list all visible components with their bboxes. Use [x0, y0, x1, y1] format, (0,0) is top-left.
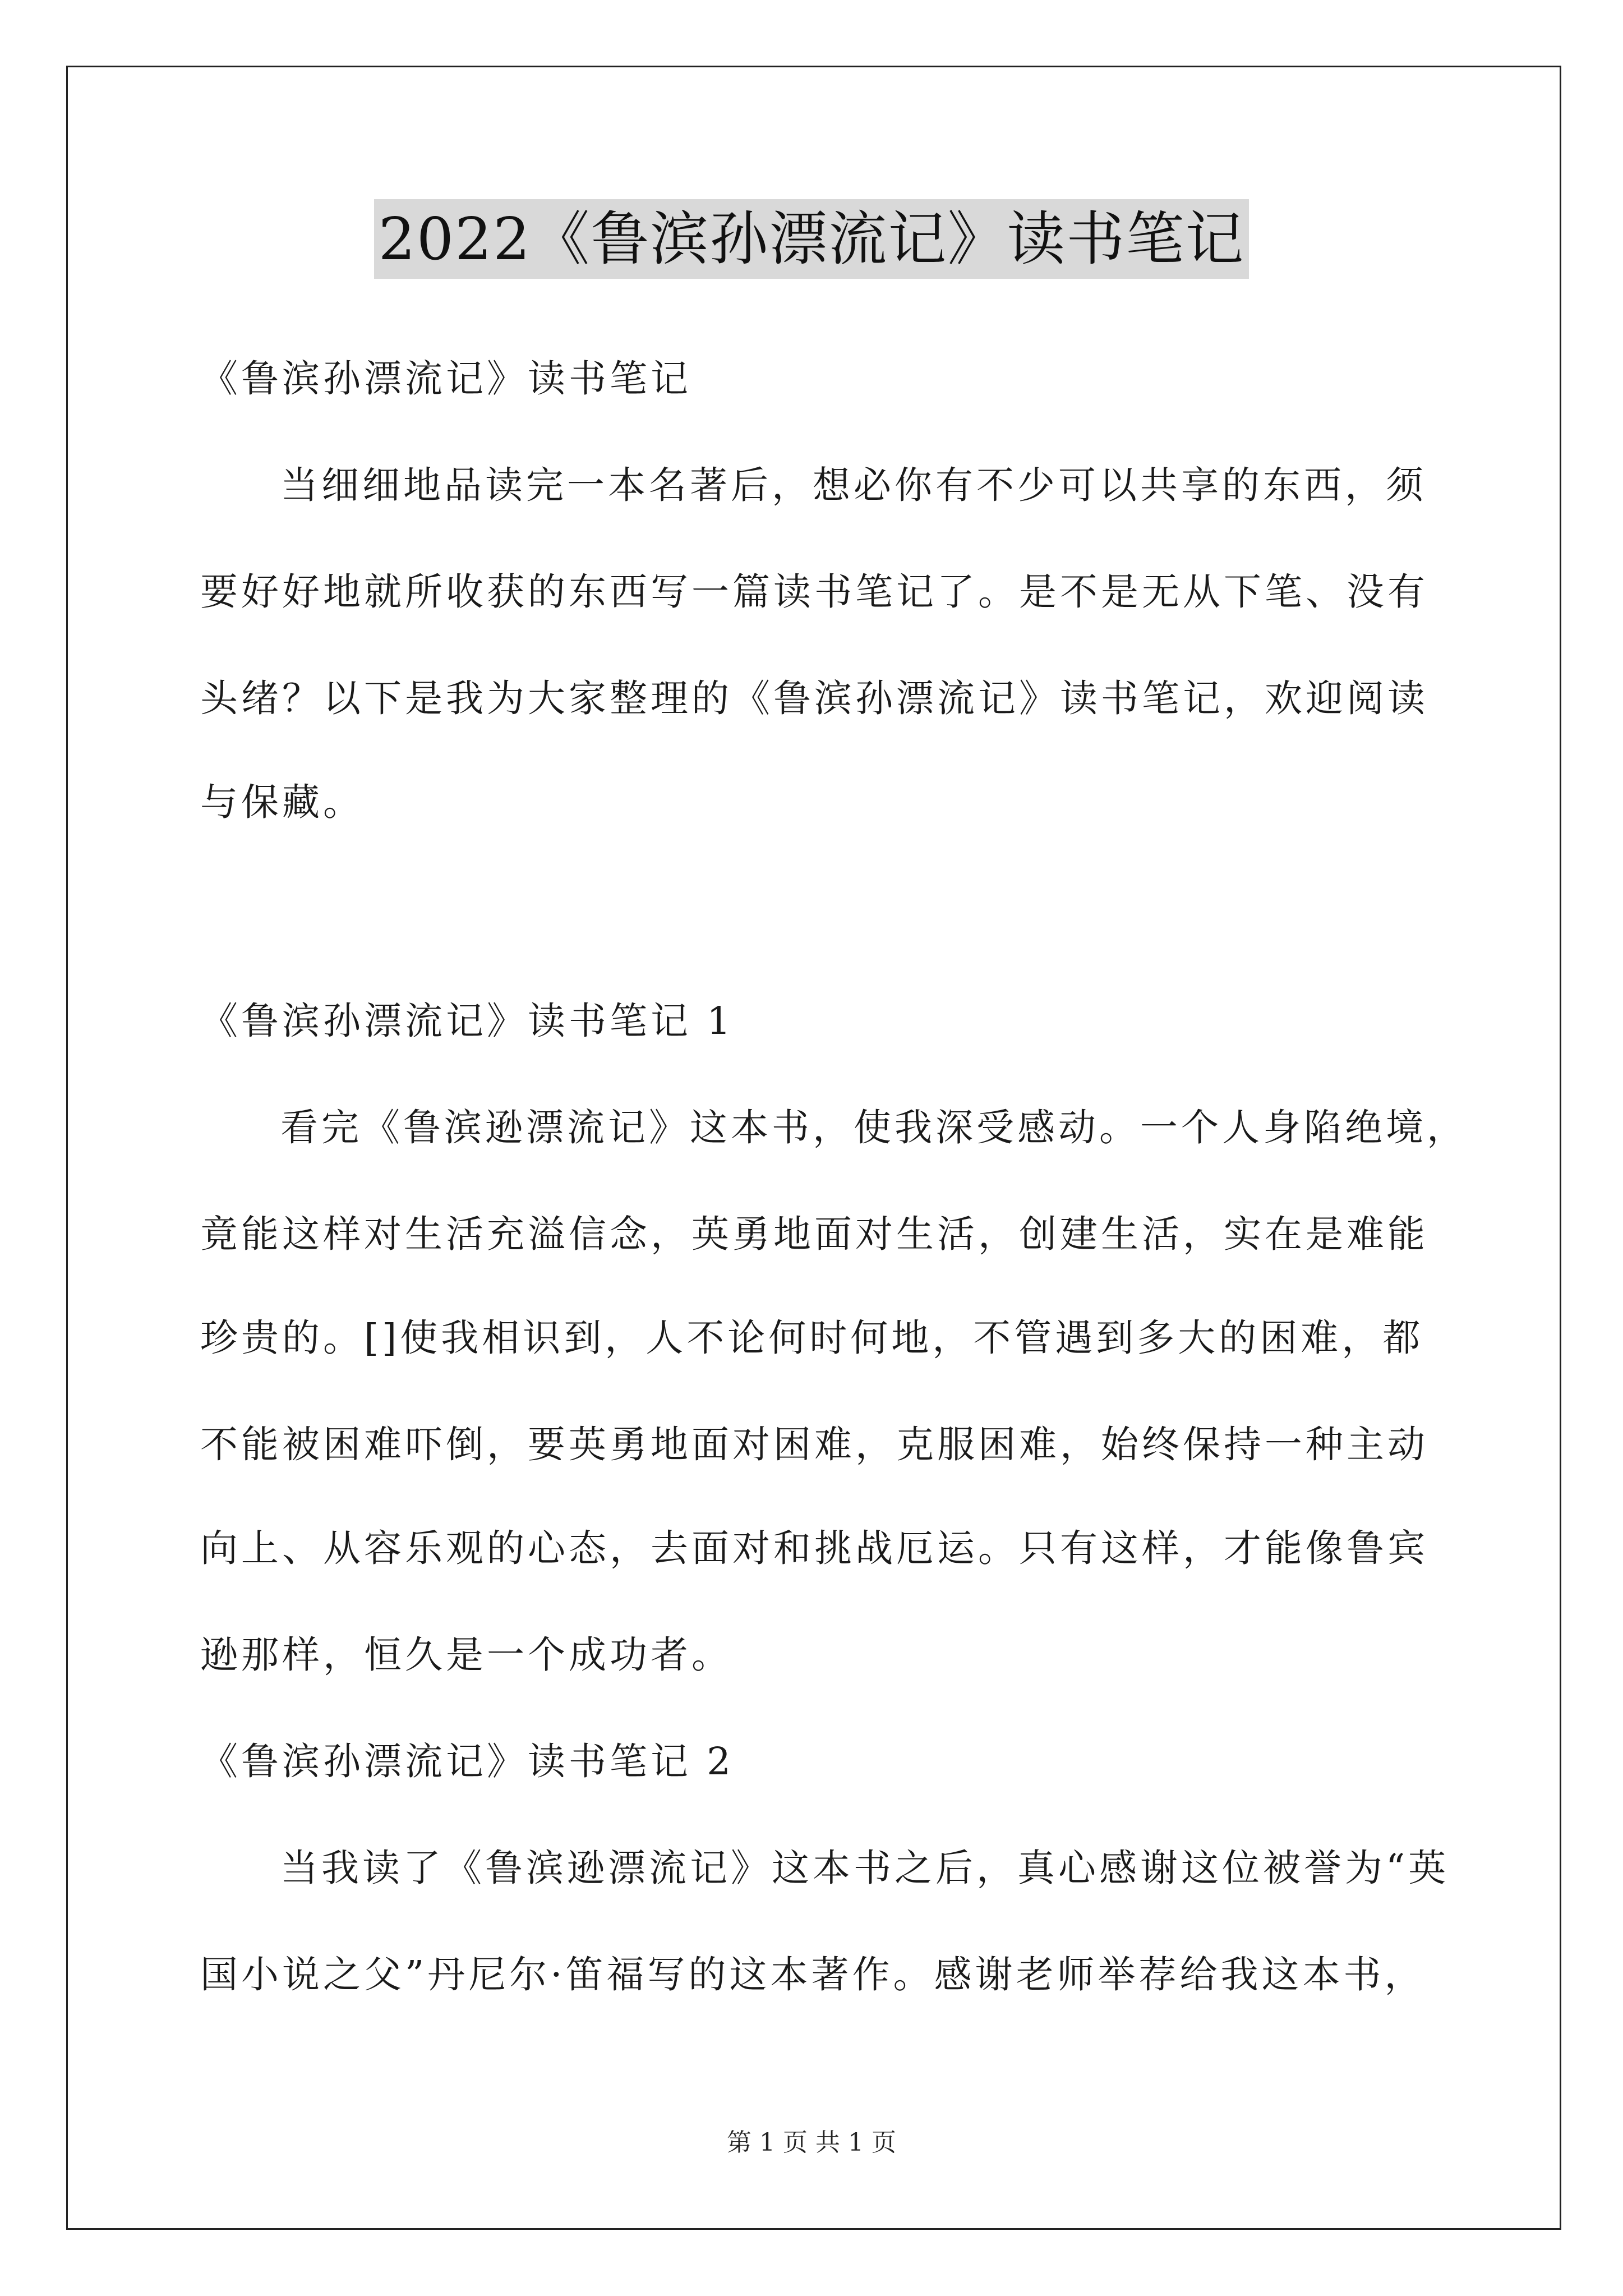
subtitle-heading: 《鲁滨孙漂流记》读书笔记	[200, 357, 691, 401]
section1-line-6: 逊那样，恒久是一个成功者。	[200, 1633, 732, 1677]
section2-line-2: 国小说之父”丹尼尔·笛福写的这本著作。感谢老师举荐给我这本书，	[200, 1953, 1426, 1996]
section1-line-3: 珍贵的。[]使我相识到，人不论何时何地，不管遇到多大的困难，都	[200, 1316, 1424, 1360]
section1-line-4: 不能被困难吓倒，要英勇地面对困难，克服困难，始终保持一种主动	[200, 1423, 1428, 1466]
title-container	[0, 199, 1623, 279]
section-heading-2: 《鲁滨孙漂流记》读书笔记 2	[200, 1740, 734, 1783]
section1-line-1: 看完《鲁滨逊漂流记》这本书，使我深受感动。一个人身陷绝境，	[280, 1106, 1468, 1149]
page-number-footer: 第 1 页 共 1 页	[727, 2128, 896, 2157]
section-heading-1: 《鲁滨孙漂流记》读书笔记 1	[200, 999, 734, 1043]
section1-line-2: 竟能这样对生活充溢信念，英勇地面对生活，创建生活，实在是难能	[200, 1212, 1428, 1256]
document-title: 2022《鲁滨孙漂流记》读书笔记	[374, 199, 1249, 279]
intro-line-1: 当细细地品读完一本名著后，想必你有不少可以共享的东西，须	[280, 463, 1427, 507]
intro-line-4: 与保藏。	[200, 780, 364, 824]
intro-line-2: 要好好地就所收获的东西写一篇读书笔记了。是不是无从下笔、没有	[200, 570, 1428, 614]
section2-line-1: 当我读了《鲁滨逊漂流记》这本书之后，真心感谢这位被誉为“英	[280, 1846, 1450, 1890]
section1-line-5: 向上、从容乐观的心态，去面对和挑战厄运。只有这样，才能像鲁宾	[200, 1526, 1428, 1570]
intro-line-3: 头绪？以下是我为大家整理的《鲁滨孙漂流记》读书笔记，欢迎阅读	[200, 677, 1428, 720]
